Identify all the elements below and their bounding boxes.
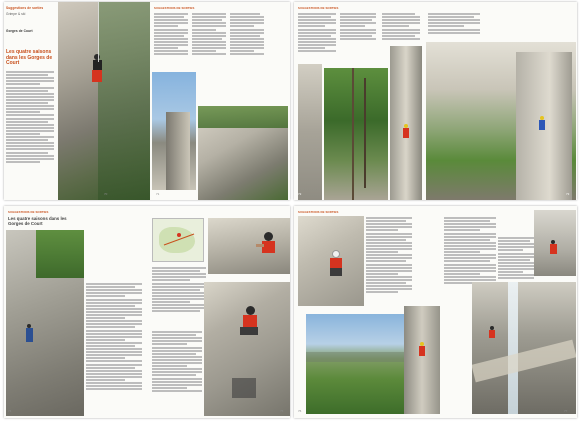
article-title: Les quatre saisons dans les Gorges de Court (6, 49, 53, 67)
cliff-landscape-photo (426, 42, 576, 200)
waterfall-gorge-photo (472, 282, 576, 414)
folio-left: 74 (8, 409, 12, 413)
climber-figure (418, 342, 426, 356)
slab-climber-photo (298, 216, 364, 306)
climber-figure (548, 240, 558, 254)
running-head-right: SUGGESTIONS DE SORTIES (154, 6, 195, 10)
section-tab (6, 6, 66, 20)
climber-figure (488, 326, 496, 338)
folio-right: 77 (564, 409, 568, 413)
location-label: Gorges de Court (6, 29, 33, 33)
cliff-face-photo (198, 106, 288, 200)
column-3 (382, 12, 420, 48)
pillar-climber-photo (404, 306, 440, 414)
wall-climber-photo (6, 230, 84, 416)
running-head: SUGGESTIONS DE SORTIES (8, 210, 49, 214)
rock-tower-photo (390, 46, 422, 200)
gorge-rock-photo (298, 64, 322, 200)
crack-climber-photo (204, 282, 290, 416)
climber-figure (324, 250, 346, 276)
climber-figure (402, 124, 410, 138)
map-icon (152, 218, 204, 262)
column-1 (298, 12, 336, 66)
ice-wall-photo (534, 210, 576, 276)
sky-cliff-photo (152, 72, 196, 190)
article-title: Les quatre saisons dans les Gorges de Court (8, 216, 67, 226)
right-column-2 (192, 12, 226, 70)
running-head: SUGGESTIONS DE SORTIES (298, 6, 339, 10)
climber-figure (254, 232, 280, 258)
folio-right: 75 (280, 409, 284, 413)
running-head: SUGGESTIONS DE SORTIES (298, 210, 339, 214)
magazine-spread-4 (294, 206, 577, 418)
section-sub: Grimpe & ski (6, 12, 26, 16)
magazine-spread-1 (4, 2, 290, 200)
climber-figure (234, 306, 260, 336)
magazine-spread-2 (294, 2, 577, 200)
magazine-spread-3 (4, 206, 290, 418)
section-label: Suggestions de sorties (6, 6, 44, 10)
climber-figure (24, 324, 34, 342)
overhang-climber-photo (208, 218, 290, 274)
folio-left: 72 (298, 192, 302, 196)
climber-figure (90, 54, 104, 84)
right-column-1 (154, 12, 188, 70)
body-text (6, 70, 54, 190)
column-2 (340, 12, 376, 48)
column-4 (428, 12, 480, 40)
folio-right: 73 (566, 192, 570, 196)
climber-photo (58, 2, 150, 200)
column-1 (366, 216, 412, 312)
column-3 (152, 330, 202, 410)
column-2 (152, 266, 206, 326)
body-text (86, 282, 142, 410)
right-column-3 (230, 12, 264, 70)
folio-right: 71 (156, 192, 160, 196)
folio-left: 70 (104, 192, 108, 196)
climber-figure (538, 116, 546, 130)
folio-left: 76 (298, 409, 302, 413)
forest-gorge-photo (324, 68, 388, 200)
